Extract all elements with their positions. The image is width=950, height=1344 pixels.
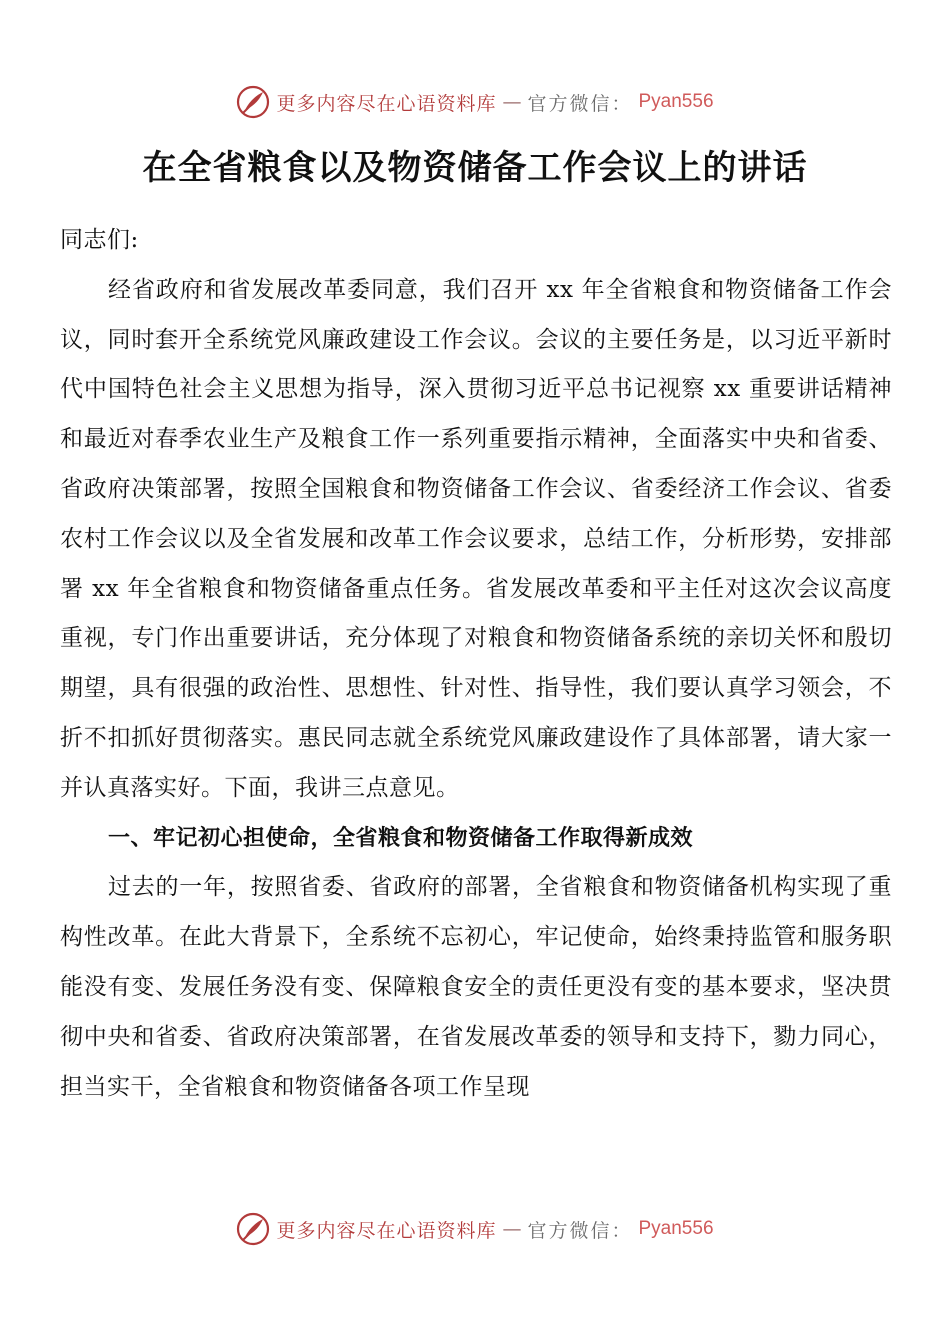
banner-wechat-id: Pyan556 xyxy=(638,91,714,112)
document-body xyxy=(60,216,892,1112)
banner-text: 更多内容尽在心语资料库 xyxy=(276,1219,497,1242)
header-watermark-banner xyxy=(0,84,950,120)
banner-label: 官方微信： xyxy=(527,1219,633,1242)
banner-dash: — xyxy=(502,1218,522,1240)
section-paragraph: 过去的一年，按照省委、省政府的部署，全省粮食和物资储备机构实现了重构性改革。在此大背景下，全系统不忘初心，牢记使命，始终秉持监管和服务职能没有变、发展任务没有变、保障粮食安全的责任更没有变的基本要求，坚决贯彻中央和省委、省政府决策部署，在省发展改革委的领导和支持下，勠力同心，担当实干，全省粮食和物资储备各项工作呈现 xyxy=(60,874,892,1100)
document-title: 在全省粮食以及物资储备工作会议上的讲话 xyxy=(142,148,808,188)
banner-label: 官方微信： xyxy=(527,92,633,115)
banner-wechat-id: Pyan556 xyxy=(638,1218,714,1239)
banner-text: 更多内容尽在心语资料库 xyxy=(276,92,497,115)
quill-logo-icon xyxy=(236,85,270,119)
quill-logo-icon xyxy=(236,1212,270,1246)
banner-dash: — xyxy=(502,91,522,113)
body-paragraph: 经省政府和省发展改革委同意，我们召开 xx 年全省粮食和物资储备工作会议，同时套开全系统党风廉政建设工作会议。会议的主要任务是，以习近平新时代中国特色社会主义思想为指导，深入贯彻习近平总书记视察 xx 重要讲话精神和最近对春季农业生产及粮食工作一系列重要指示精神，全面落实中央和省委、省政府决策部署，按照全国粮食和物资储备工作会议、省委经济工作会议、省委农村工作会议以及全省发展和改革工作会议要求，总结工作，分析形势，安排部署 xx 年全省粮食和物资储备重点任务。省发展改革委和平主任对这次会议高度重视，专门作出重要讲话，充分体现了对粮食和物资储备系统的亲切关怀和殷切期望，具有很强的政治性、思想性、针对性、指导性，我们要认真学习领会，不折不扣抓好贯彻落实。惠民同志就全系统党风廉政建设作了具体部署，请大家一并认真落实好。下面，我讲三点意见。 xyxy=(60,276,892,801)
footer-watermark-banner xyxy=(0,1211,950,1247)
salutation: 同志们: xyxy=(60,227,139,253)
section-heading: 一、牢记初心担使命，全省粮食和物资储备工作取得新成效 xyxy=(108,825,694,851)
